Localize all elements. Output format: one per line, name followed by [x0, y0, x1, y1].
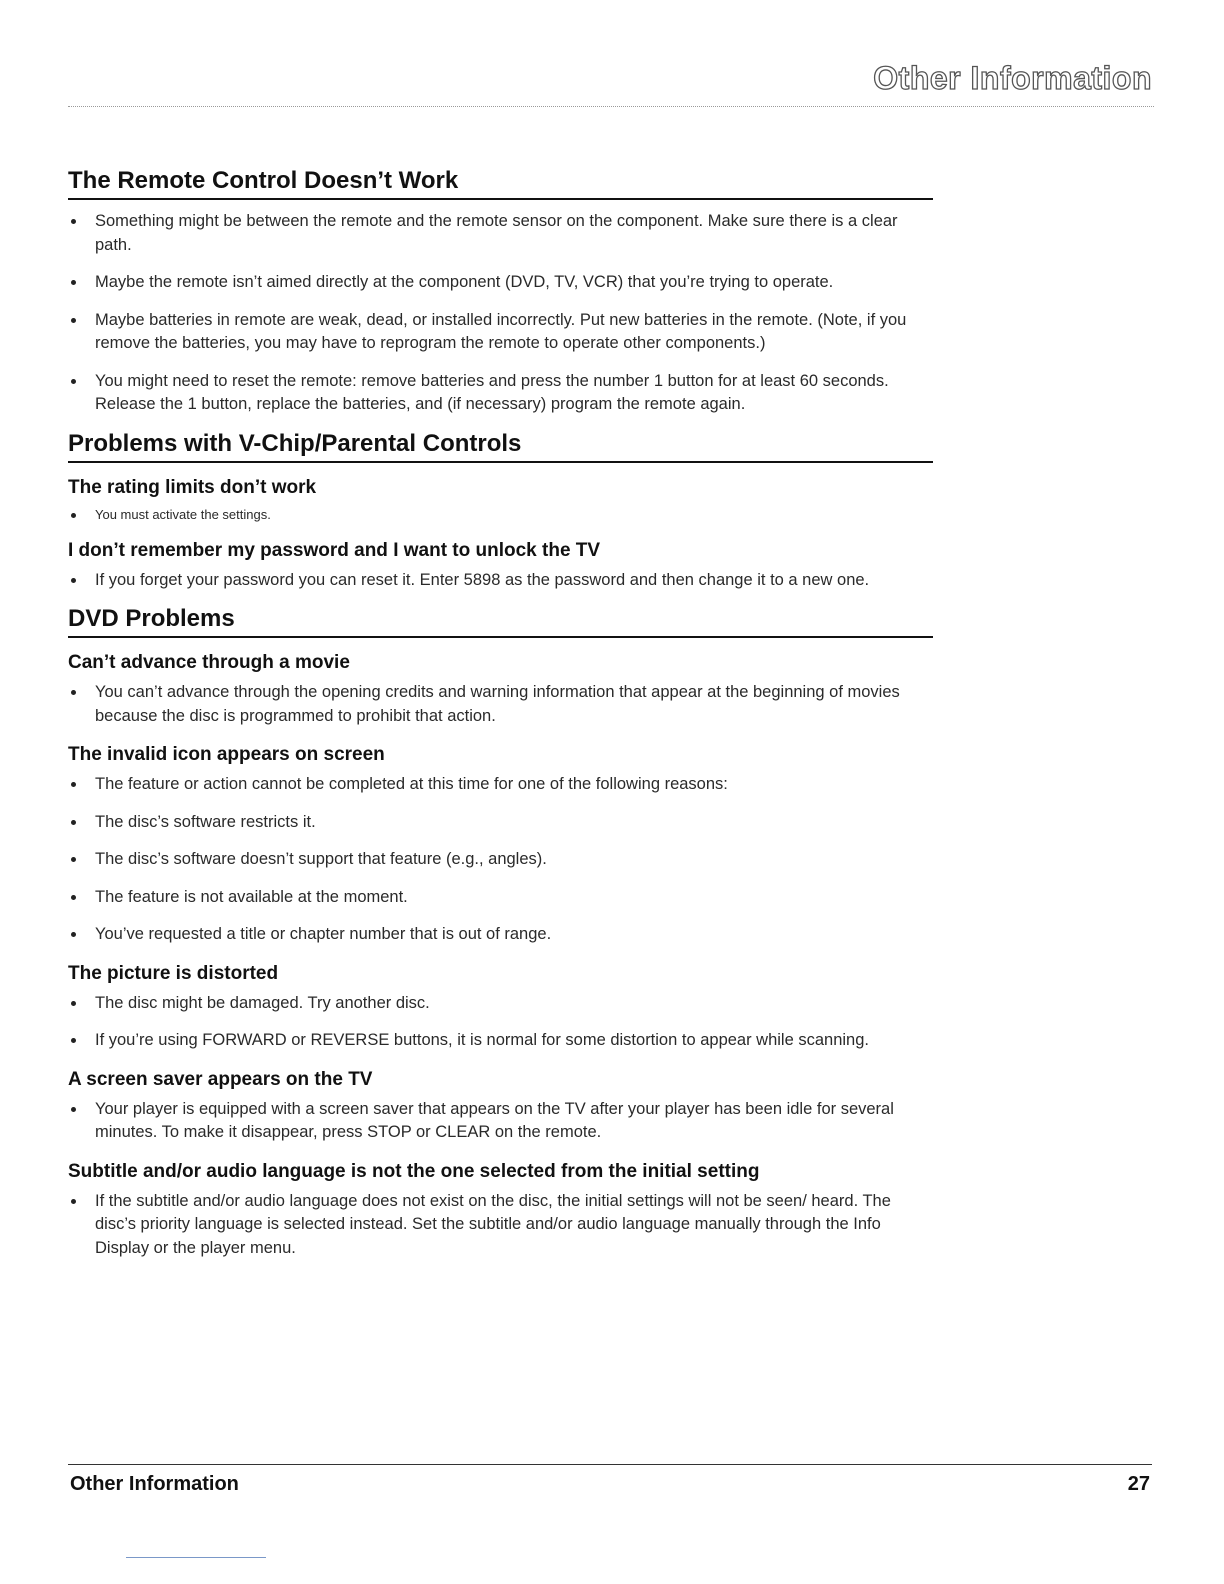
bullet-list [68, 1190, 933, 1261]
bullet-item: If the subtitle and/or audio language does not exist on the disc, the initial settings will not be seen/ heard. The disc’s priority language is selected instead. Set the subtitle and/or audio language manually through the Info Display or the player menu. [68, 1190, 933, 1261]
bullet-item: Maybe the remote isn’t aimed directly at the component (DVD, TV, VCR) that you’re trying to operate. [68, 271, 933, 295]
bullet-item: Your player is equipped with a screen saver that appears on the TV after your player has been idle for several minutes. To make it disappear, press STOP or CLEAR on the remote. [68, 1098, 933, 1145]
subsection-title: Can’t advance through a movie [68, 652, 350, 673]
page-footer [68, 1464, 1152, 1505]
bullet-item: If you forget your password you can reset it. Enter 5898 as the password and then change it to a new one. [68, 569, 933, 593]
section-title: Problems with V-Chip/Parental Controls [68, 431, 933, 463]
bullet-list [68, 569, 933, 593]
bullet-item: If you’re using FORWARD or REVERSE buttons, it is normal for some distortion to appear while scanning. [68, 1029, 933, 1053]
bullet-list [68, 681, 933, 728]
bullet-item: You must activate the settings. [68, 506, 933, 524]
bullet-item: The disc’s software doesn’t support that feature (e.g., angles). [68, 848, 933, 872]
section-title: DVD Problems [68, 606, 933, 638]
page-number: 27 [1127, 1473, 1150, 1495]
bullet-item: The feature or action cannot be completed at this time for one of the following reasons: [68, 773, 933, 797]
subsection-title: A screen saver appears on the TV [68, 1068, 373, 1090]
divider [126, 1557, 266, 1558]
bullet-list [68, 773, 933, 947]
section-remote-control [68, 168, 933, 417]
section-dvd-problems [68, 606, 933, 1260]
subsection-title: The rating limits don’t work [68, 476, 317, 498]
subsection-title: The picture is distorted [68, 962, 279, 984]
bullet-item: Maybe batteries in remote are weak, dead, or installed incorrectly. Put new batteries in the remote. (Note, if you remove the batteries, you may have to reprogram the remote to operate other components.) [68, 309, 933, 356]
bullet-list [68, 992, 933, 1053]
bullet-item: You can’t advance through the opening credits and warning information that appear at the beginning of movies because the disc is programmed to prohibit that action. [68, 681, 933, 728]
page-content [68, 168, 933, 1274]
bullet-list [68, 210, 933, 417]
page-header [68, 58, 1154, 107]
bullet-item: You might need to reset the remote: remove batteries and press the number 1 button for at least 60 seconds. Release the 1 button, replace the batteries, and (if necessary) program the remote again. [68, 370, 933, 417]
bullet-list [68, 1098, 933, 1145]
page-header-title: Other Information [873, 60, 1152, 96]
bullet-item: The disc’s software restricts it. [68, 811, 933, 835]
bullet-item: Something might be between the remote and the remote sensor on the component. Make sure there is a clear path. [68, 210, 933, 257]
section-title: The Remote Control Doesn’t Work [68, 168, 933, 200]
subsection-title: Subtitle and/or audio language is not the one selected from the initial setting [68, 1160, 760, 1182]
section-vchip [68, 431, 933, 593]
subsection-title: I don’t remember my password and I want to unlock the TV [68, 539, 601, 561]
bullet-item: The feature is not available at the moment. [68, 886, 933, 910]
footer-label: Other Information [70, 1473, 239, 1495]
subsection-title: The invalid icon appears on screen [68, 744, 385, 765]
bullet-list [68, 506, 933, 524]
bullet-item: The disc might be damaged. Try another disc. [68, 992, 933, 1016]
bullet-item: You’ve requested a title or chapter number that is out of range. [68, 923, 933, 947]
